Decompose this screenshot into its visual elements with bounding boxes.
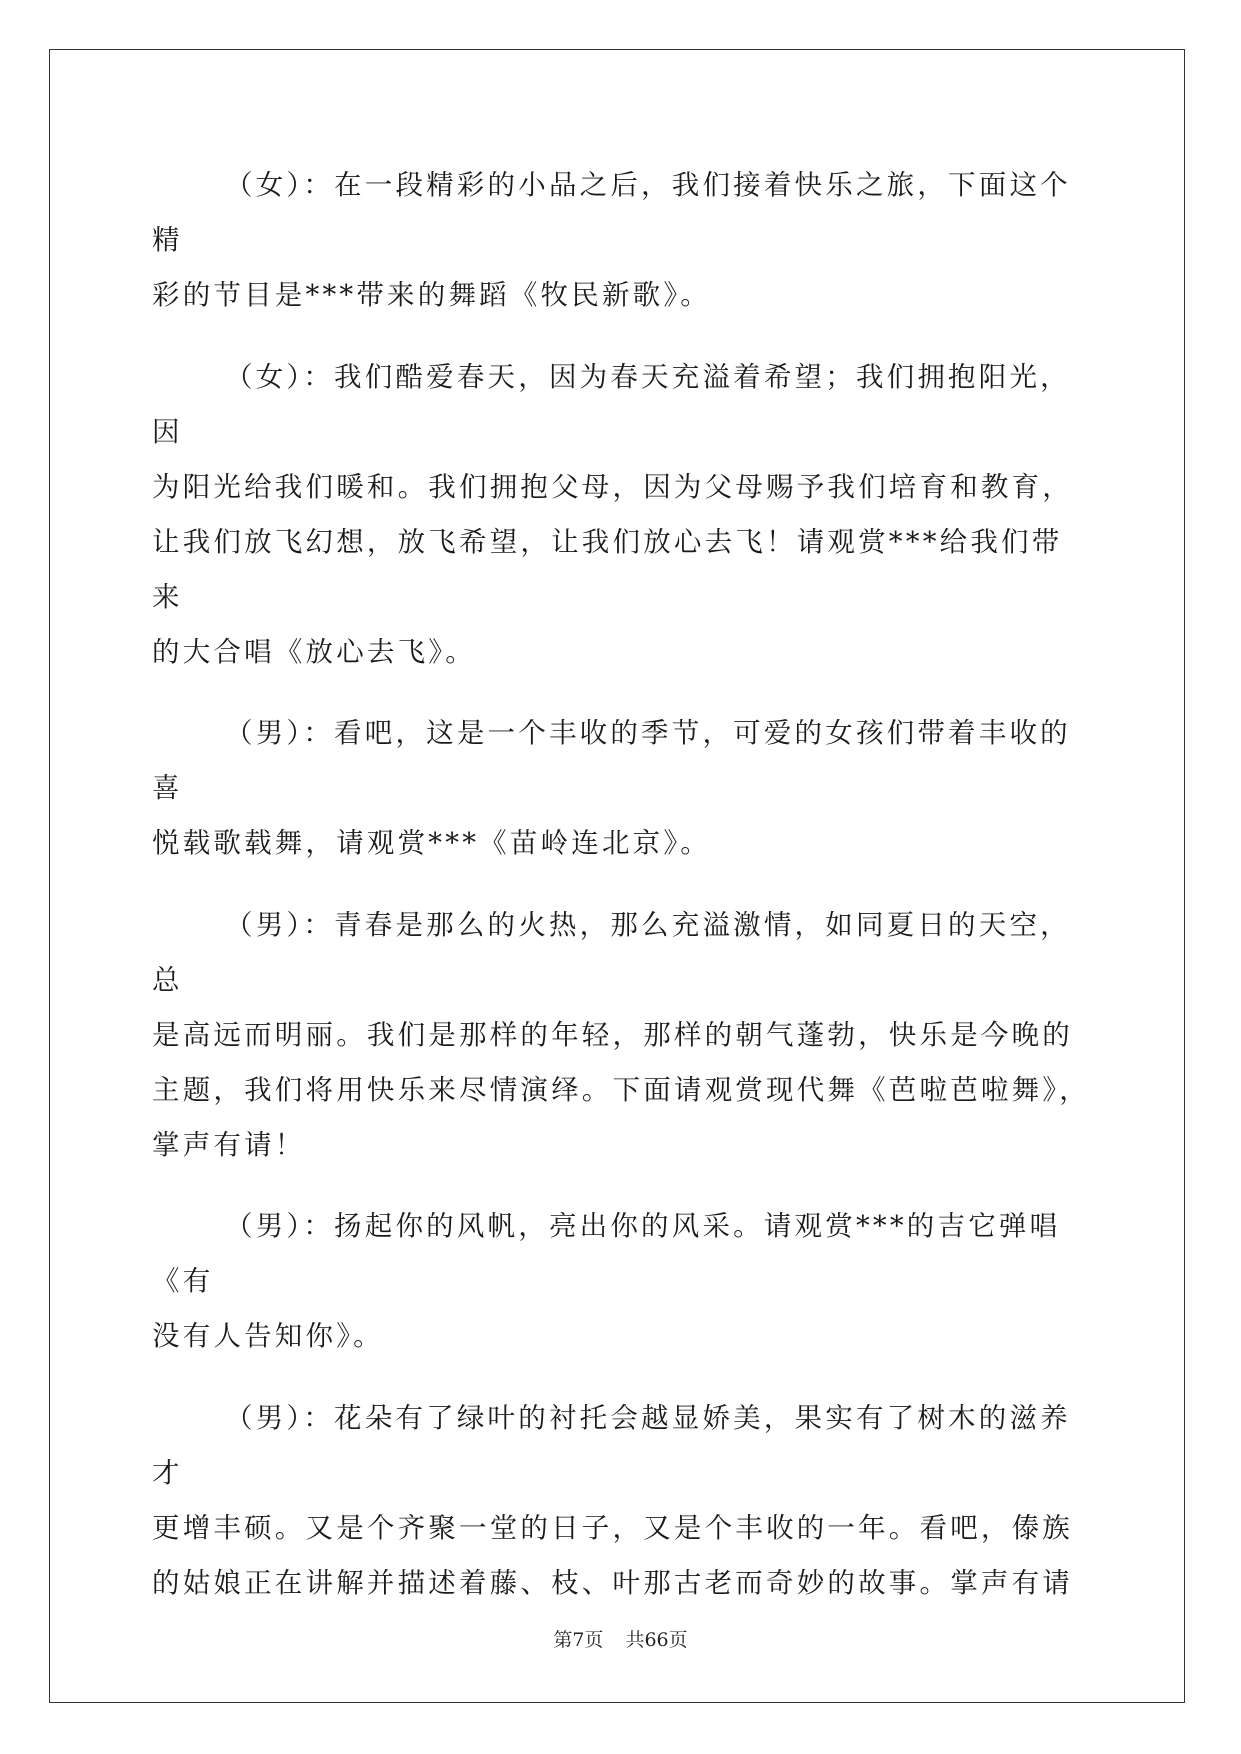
page-footer (0, 1625, 1241, 1652)
paragraph: （男）：扬起你的风帆，亮出你的风采。请观赏***的吉它弹唱《有 没有人告知你》。 (152, 1210, 1061, 1352)
paragraph: （男）：花朵有了绿叶的衬托会越显娇美，果实有了树木的滋养才 更增丰硕。又是个齐聚一堂的日子，又是个丰收的一年。看吧，傣族 的姑娘正在讲解并描述着藤、枝、叶那古老而奇妙的故事。掌声有请 (152, 1401, 1073, 1599)
paragraph: （女）：我们酷爱春天，因为春天充溢着希望；我们拥抱阳光，因 为阳光给我们暖和。我们拥抱父母，因为父母赐予我们培育和教育， 让我们放飞幻想，放飞希望，让我们放心去飞！请观赏***给我们带来 的大合唱《放心去飞》。 (152, 360, 1073, 668)
paragraph: （男）：看吧，这是一个丰收的季节，可爱的女孩们带着丰收的喜 悦载歌载舞，请观赏***《苗岭连北京》。 (152, 717, 1071, 859)
total-pages: 共66页 (625, 1629, 688, 1651)
document-body (152, 158, 1092, 1637)
page-number: 第7页 (553, 1629, 604, 1651)
paragraph: （男）：青春是那么的火热，那么充溢激情，如同夏日的天空，总 是高远而明丽。我们是那样的年轻，那样的朝气蓬勃，快乐是今晚的 主题，我们将用快乐来尽情演绎。下面请观赏现代舞《芭啦芭啦舞》， 掌声有请！ (152, 908, 1090, 1161)
paragraph: （女）：在一段精彩的小品之后，我们接着快乐之旅，下面这个精 彩的节目是***带来的舞蹈《牧民新歌》。 (152, 169, 1071, 311)
